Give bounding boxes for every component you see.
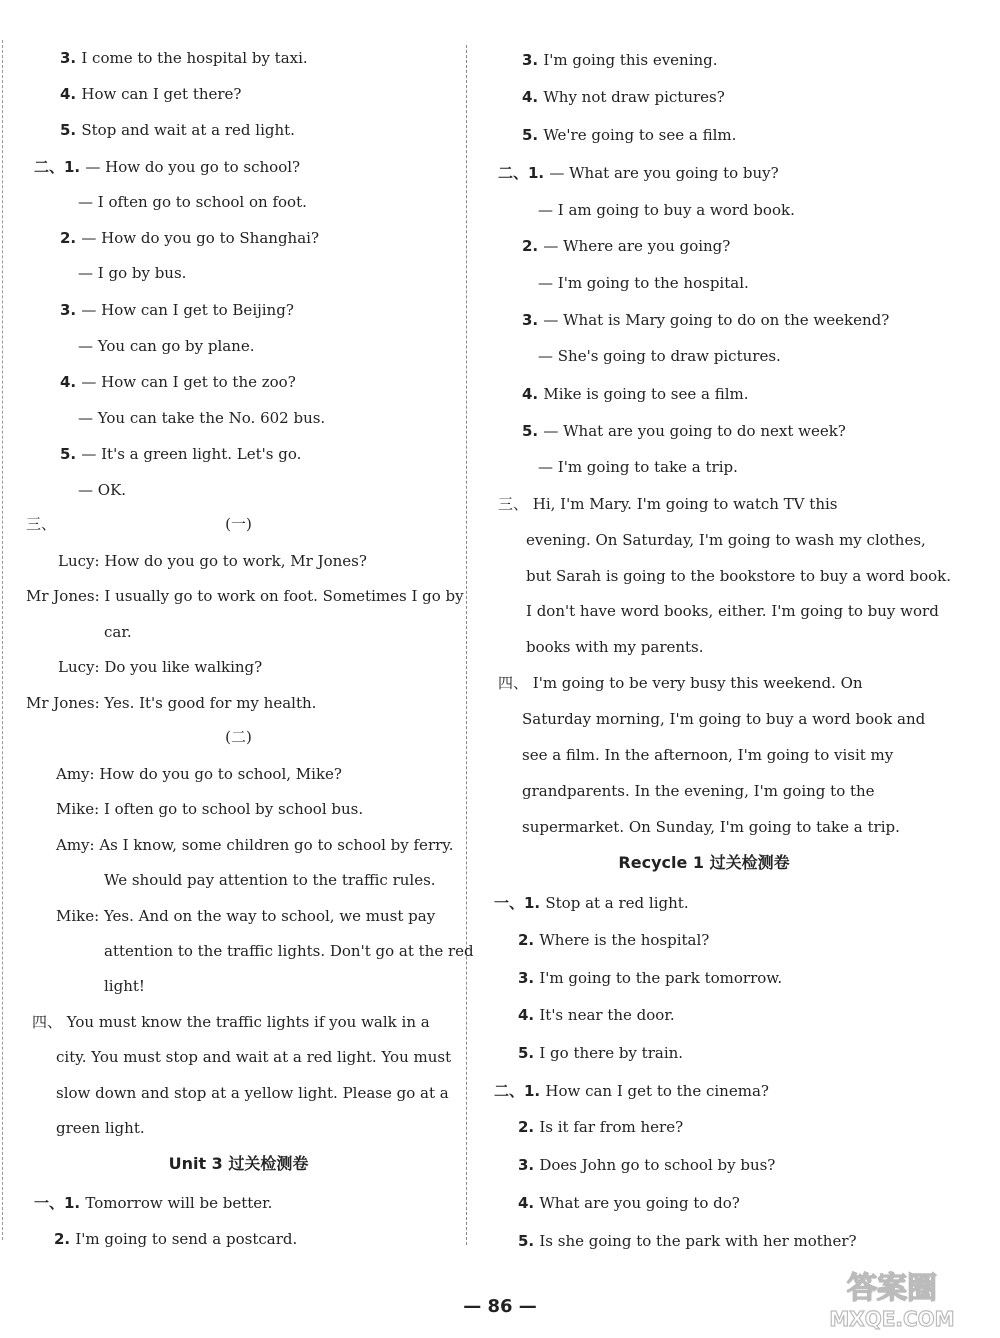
item-number: 5. — [60, 445, 82, 463]
answer-text: Tomorrow will be better. — [85, 1194, 273, 1212]
answer-text: — I'm going to the hospital. — [538, 274, 749, 292]
answer-line — [60, 372, 296, 392]
answer-line — [60, 444, 301, 464]
answer-text: attention to the traffic lights. Don't go at the red — [104, 942, 474, 960]
answer-text: Mr Jones: Yes. It's good for my health. — [26, 694, 317, 712]
answer-text: — How can I get to Beijing? — [81, 301, 294, 319]
answer-line — [518, 930, 709, 950]
item-number: 一、1. — [494, 894, 546, 912]
answer-line — [104, 941, 474, 961]
answer-line — [522, 125, 736, 145]
item-number: 4. — [518, 1194, 540, 1212]
answer-text: city. You must stop and wait at a red light. You must — [56, 1048, 452, 1066]
answer-text: car. — [104, 623, 132, 641]
item-number: 二、1. — [498, 164, 550, 182]
section-label-san: 三、 — [26, 515, 57, 533]
answer-text: — I am going to buy a word book. — [538, 201, 795, 219]
answer-text: — OK. — [78, 481, 127, 499]
answer-text: I'm going this evening. — [543, 51, 718, 69]
answer-text: — I'm going to take a trip. — [538, 458, 738, 476]
answer-line — [78, 480, 126, 500]
answer-line — [78, 192, 307, 212]
answer-text: How can I get to the cinema? — [545, 1082, 769, 1100]
answer-line — [522, 709, 925, 729]
answer-line — [538, 273, 749, 293]
answer-line — [498, 163, 779, 183]
answer-line — [104, 976, 145, 996]
answer-line — [518, 1231, 857, 1251]
answer-text: I go there by train. — [539, 1044, 684, 1062]
answer-text: I'm going to the park tomorrow. — [539, 969, 783, 987]
answer-text: Lucy: Do you like walking? — [58, 658, 263, 676]
item-number: 3. — [60, 301, 82, 319]
answer-line — [522, 87, 725, 107]
answer-line — [538, 200, 795, 220]
answer-line — [56, 906, 435, 926]
answer-text: 四、 You must know the traffic lights if you walk in a — [32, 1013, 430, 1031]
answer-text: — She's going to draw pictures. — [538, 347, 781, 365]
answer-text: Mr Jones: I usually go to work on foot. Sometimes I go by — [26, 587, 464, 605]
answer-line — [538, 346, 781, 366]
watermark-logo — [792, 1264, 992, 1334]
answer-line — [518, 1117, 683, 1137]
answer-text: evening. On Saturday, I'm going to wash my clothes, — [526, 531, 926, 549]
item-number: 2. — [54, 1230, 76, 1248]
answer-line — [518, 1043, 683, 1063]
answer-text: — What is Mary going to do on the weekend? — [543, 311, 890, 329]
item-number: 4. — [522, 385, 544, 403]
item-number: 5. — [518, 1044, 540, 1062]
answer-line — [54, 1229, 297, 1249]
answer-line — [60, 228, 319, 248]
answer-text: Is she going to the park with her mother? — [539, 1232, 857, 1250]
item-number: 3. — [522, 51, 544, 69]
svg-text:MXQE.COM: MXQE.COM — [829, 1307, 955, 1331]
answer-text: — You can take the No. 602 bus. — [78, 409, 326, 427]
answer-line — [526, 637, 704, 657]
item-number: 4. — [522, 88, 544, 106]
answer-text: but Sarah is going to the bookstore to buy a word book. — [526, 567, 952, 585]
answer-line — [78, 408, 325, 428]
answer-text: books with my parents. — [526, 638, 704, 656]
svg-text:答案圈: 答案圈 — [847, 1271, 937, 1306]
answer-line — [518, 968, 782, 988]
answer-text: — How do you go to school? — [85, 158, 301, 176]
answer-line — [56, 1047, 451, 1067]
answer-line — [104, 622, 132, 642]
answer-line — [498, 494, 837, 514]
answer-text: — I go by bus. — [78, 264, 187, 282]
answer-line — [522, 781, 875, 801]
answer-text: — What are you going to do next week? — [543, 422, 846, 440]
answer-line — [522, 745, 893, 765]
answer-line — [56, 835, 454, 855]
answer-text: — How can I get to the zoo? — [81, 373, 296, 391]
answer-text: green light. — [56, 1119, 145, 1137]
item-number: 3. — [518, 969, 540, 987]
answer-line — [526, 566, 951, 586]
item-number: 2. — [518, 931, 540, 949]
answer-text: What are you going to do? — [539, 1194, 740, 1212]
answer-text: — How do you go to Shanghai? — [81, 229, 319, 247]
answer-text: 四、 I'm going to be very busy this weekend. On — [498, 674, 863, 692]
answer-line — [60, 300, 294, 320]
item-number: 一、1. — [34, 1194, 86, 1212]
answer-line — [56, 764, 342, 784]
column-divider — [466, 45, 467, 1245]
answer-line — [26, 693, 316, 713]
answer-line — [58, 657, 262, 677]
answer-text: How can I get there? — [81, 85, 242, 103]
item-number: 3. — [518, 1156, 540, 1174]
answer-line — [522, 421, 846, 441]
answer-line — [522, 236, 730, 256]
item-number: 2. — [522, 237, 544, 255]
answer-text: Stop at a red light. — [545, 894, 689, 912]
answer-text: Amy: How do you go to school, Mike? — [56, 765, 342, 783]
answer-line — [522, 50, 718, 70]
item-number: 3. — [522, 311, 544, 329]
answer-text: We're going to see a film. — [543, 126, 737, 144]
item-number: 4. — [60, 373, 82, 391]
answer-text: — Where are you going? — [543, 237, 731, 255]
answer-line — [104, 870, 436, 890]
answer-line — [58, 551, 367, 571]
answer-text: Amy: As I know, some children go to school by ferry. — [56, 836, 454, 854]
answer-line — [518, 1193, 740, 1213]
answer-text: — You can go by plane. — [78, 337, 255, 355]
answer-line — [56, 1118, 145, 1138]
answer-line — [26, 586, 464, 606]
answer-text: I come to the hospital by taxi. — [81, 49, 308, 67]
item-number: 2. — [518, 1118, 540, 1136]
answer-text: Where is the hospital? — [539, 931, 710, 949]
subsection-label-1: (一) — [225, 515, 252, 533]
answer-line — [34, 157, 300, 177]
answer-text: see a film. In the afternoon, I'm going to visit my — [522, 746, 894, 764]
answer-line — [78, 336, 255, 356]
item-number: 5. — [518, 1232, 540, 1250]
answer-text: Lucy: How do you go to work, Mr Jones? — [58, 552, 367, 570]
answer-text: Mike is going to see a film. — [543, 385, 749, 403]
answer-text: I'm going to send a postcard. — [75, 1230, 298, 1248]
item-number: 5. — [522, 422, 544, 440]
subsection-label-2: (二) — [225, 728, 252, 746]
answer-line — [518, 1005, 675, 1025]
answer-line — [498, 673, 863, 693]
answer-line — [526, 530, 926, 550]
answer-line — [78, 263, 186, 283]
answer-text: grandparents. In the evening, I'm going to the — [522, 782, 875, 800]
item-number: 4. — [60, 85, 82, 103]
answer-line — [60, 120, 295, 140]
answer-line — [538, 457, 738, 477]
answer-line — [494, 893, 689, 913]
answer-text: slow down and stop at a yellow light. Please go at a — [56, 1084, 449, 1102]
item-number: 5. — [522, 126, 544, 144]
answer-text: — I often go to school on foot. — [78, 193, 307, 211]
recycle1-heading: Recycle 1 过关检测卷 — [618, 853, 790, 872]
page-number: — 86 — — [463, 1296, 537, 1317]
answer-line — [522, 310, 889, 330]
answer-text: Does John go to school by bus? — [539, 1156, 776, 1174]
answer-line — [526, 601, 939, 621]
answer-text: Stop and wait at a red light. — [81, 121, 295, 139]
answer-line — [32, 1012, 430, 1032]
answer-line — [522, 384, 749, 404]
item-number: 二、1. — [34, 158, 86, 176]
item-number: 2. — [60, 229, 82, 247]
answer-line — [60, 48, 308, 68]
answer-text: Why not draw pictures? — [543, 88, 725, 106]
answer-line — [34, 1193, 272, 1213]
unit3-heading: Unit 3 过关检测卷 — [168, 1154, 309, 1173]
answer-text: — What are you going to buy? — [549, 164, 779, 182]
item-number: 4. — [518, 1006, 540, 1024]
answer-text: 三、 Hi, I'm Mary. I'm going to watch TV this — [498, 495, 838, 513]
answer-line — [56, 1083, 449, 1103]
answer-text: Mike: I often go to school by school bus. — [56, 800, 364, 818]
item-number: 5. — [60, 121, 82, 139]
answer-text: supermarket. On Sunday, I'm going to take a trip. — [522, 818, 900, 836]
page-edge-border — [2, 40, 13, 1240]
answer-text: Is it far from here? — [539, 1118, 684, 1136]
item-number: 3. — [60, 49, 82, 67]
answer-text: Saturday morning, I'm going to buy a word book and — [522, 710, 926, 728]
answer-line — [494, 1081, 769, 1101]
answer-line — [56, 799, 363, 819]
answer-line — [60, 84, 241, 104]
answer-text: It's near the door. — [539, 1006, 675, 1024]
answer-line — [518, 1155, 775, 1175]
answer-text: light! — [104, 977, 145, 995]
answer-text: I don't have word books, either. I'm going to buy word — [526, 602, 939, 620]
answer-line — [522, 817, 900, 837]
answer-text: We should pay attention to the traffic rules. — [104, 871, 436, 889]
answer-text: — It's a green light. Let's go. — [81, 445, 302, 463]
item-number: 二、1. — [494, 1082, 546, 1100]
answer-text: Mike: Yes. And on the way to school, we must pay — [56, 907, 436, 925]
